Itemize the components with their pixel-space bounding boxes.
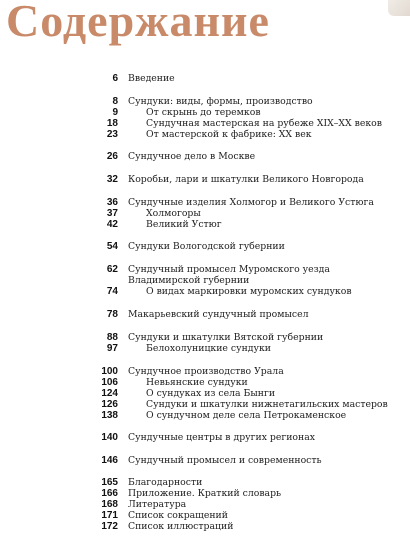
toc-title: Великий Устюг	[146, 219, 222, 230]
toc-title: Сундучные изделия Холмогор и Великого Устюга	[128, 197, 374, 208]
toc-title: Владимирской губернии	[128, 275, 250, 286]
toc-entry[interactable]	[0, 218, 410, 231]
toc-title: Сундучный промысел Муромского уезда	[128, 264, 330, 275]
toc-title: Благодарности	[128, 477, 203, 488]
toc-title: О сундуках из села Бынги	[146, 388, 276, 399]
toc-page-number: 165	[101, 477, 118, 488]
toc-entry[interactable]	[0, 409, 410, 422]
page-title: Содержание	[6, 0, 270, 46]
toc-page-number: 97	[106, 343, 118, 354]
toc-title: Коробьи, лари и шкатулки Великого Новгорода	[128, 174, 364, 185]
toc-title: Приложение. Краткий словарь	[128, 488, 282, 499]
toc-entry[interactable]	[0, 285, 410, 298]
toc-entry[interactable]	[0, 454, 410, 467]
toc-page-number: 37	[106, 208, 118, 219]
toc-title: Холмогоры	[146, 208, 201, 219]
toc-entry[interactable]	[0, 520, 410, 533]
toc-title: От скрынь до теремков	[146, 107, 261, 118]
toc-title: Сундучные центры в других регионах	[128, 432, 315, 443]
toc-entry[interactable]	[0, 72, 410, 85]
toc-entry[interactable]	[0, 431, 410, 444]
toc-page-number: 26	[106, 151, 118, 162]
toc-page-number: 146	[101, 455, 118, 466]
toc-page-number: 36	[106, 197, 118, 208]
toc-title: Сундуки и шкатулки Вятской губернии	[128, 332, 324, 343]
toc-title: От мастерской к фабрике: XX век	[146, 129, 312, 140]
toc-title: Введение	[128, 73, 175, 84]
toc-entry[interactable]	[0, 240, 410, 253]
toc-page-number: 168	[101, 499, 118, 510]
toc-page-number: 171	[101, 510, 118, 521]
toc-title: Сундуки: виды, формы, производство	[128, 96, 313, 107]
toc-page-number: 88	[106, 332, 118, 343]
toc-page-number: 166	[101, 488, 118, 499]
toc-page-number: 32	[106, 174, 118, 185]
toc-page-number: 42	[106, 219, 118, 230]
toc-entry[interactable]	[0, 173, 410, 186]
toc-title: Сундуки и шкатулки нижнетагильских мастеров	[146, 399, 388, 410]
toc-title: Сундучное дело в Москве	[128, 151, 256, 162]
toc-title: О сундучном деле села Петрокаменское	[146, 410, 347, 421]
toc-page-number: 140	[101, 432, 118, 443]
toc-entry[interactable]	[0, 150, 410, 163]
toc-title: Сундучный промысел и современность	[128, 455, 322, 466]
toc-page-number: 8	[112, 96, 118, 107]
toc-title: О видах маркировки муромских сундуков	[146, 286, 352, 297]
toc-title: Невьянские сундуки	[146, 377, 248, 388]
toc-page-number: 100	[101, 366, 118, 377]
toc-title: Список сокращений	[128, 510, 228, 521]
toc-page-number: 9	[112, 107, 118, 118]
toc-page-number: 78	[106, 309, 118, 320]
toc-entry[interactable]	[0, 128, 410, 141]
toc-title: Литература	[128, 499, 187, 510]
toc-page-number: 124	[101, 388, 118, 399]
toc-page-number: 23	[106, 129, 118, 140]
toc-page-number: 126	[101, 399, 118, 410]
toc-title: Белохолуницкие сундуки	[146, 343, 271, 354]
toc-page-number: 6	[112, 73, 118, 84]
toc-title: Сундучная мастерская на рубеже XIX–XX веков	[146, 118, 382, 129]
toc-entry[interactable]	[0, 308, 410, 321]
toc-page-number: 106	[101, 377, 118, 388]
toc-page-number: 172	[101, 521, 118, 532]
toc-page-number: 138	[101, 410, 118, 421]
toc-page-number: 54	[106, 241, 118, 252]
toc-title: Список иллюстраций	[128, 521, 234, 532]
toc-title: Сундучное производство Урала	[128, 366, 284, 377]
toc-title: Макарьевский сундучный промысел	[128, 309, 309, 320]
toc-title: Сундуки Вологодской губернии	[128, 241, 285, 252]
toc-entry[interactable]	[0, 342, 410, 355]
toc-page-number: 62	[106, 264, 118, 275]
toc-page-number: 18	[106, 118, 118, 129]
toc-page-number: 74	[106, 286, 118, 297]
